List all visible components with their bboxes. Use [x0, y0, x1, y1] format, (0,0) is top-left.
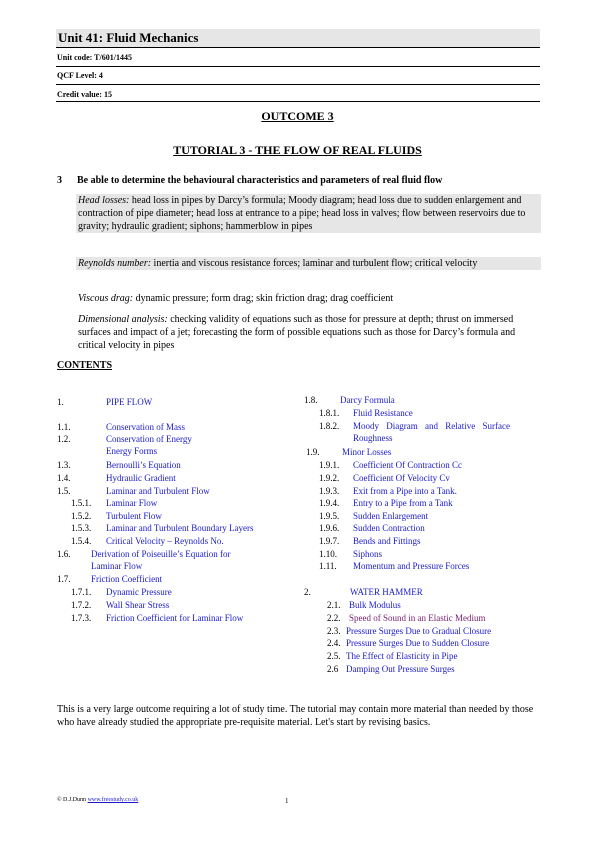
toc-number: 1.9.3.: [319, 486, 340, 496]
toc-label: Hydraulic Gradient: [106, 473, 176, 483]
toc-label: The Effect of Elasticity in Pipe: [346, 651, 458, 661]
toc-number: 2.: [304, 587, 311, 597]
toc-label: Fluid Resistance: [353, 408, 413, 418]
footer-copyright: [57, 797, 138, 803]
toc-label: Sudden Enlargement: [353, 511, 429, 521]
toc-label: Friction Coefficient: [91, 574, 163, 584]
toc-number: 1.9.7.: [319, 536, 340, 546]
toc-label: Wall Shear Stress: [106, 600, 170, 610]
topic-text: checking validity of equations such as those for pressure at depth; thrust on immersed surfaces and impact of a jet; forecasting the form of possible equations such as those for Darcy’s formula and critical velocity in pipes: [78, 314, 516, 351]
toc-number: 1.1.: [57, 422, 71, 432]
topic-text: dynamic pressure; form drag; skin friction drag; drag coefficient: [133, 293, 394, 304]
topic-label: Dimensional analysis:: [78, 314, 168, 325]
toc-number: 1.2.: [57, 434, 71, 444]
intro-paragraph: This is a very large outcome requiring a lot of study time. The tutorial may contain more material than needed by those who have already studied the appropriate pre-requisite material. Let's start by revising basics.: [57, 704, 534, 728]
section-heading: Be able to determine the behavioural characteristics and parameters of real fluid flow: [77, 175, 443, 186]
header-rule: [56, 101, 540, 102]
toc-label: Critical Velocity – Reynolds No.: [106, 536, 224, 546]
topic-label: Reynolds number:: [78, 258, 152, 269]
toc-label: Roughness: [353, 433, 393, 443]
toc-number: 2.4.: [327, 638, 341, 648]
toc-number: 1.5.: [57, 486, 71, 496]
toc-label: Laminar Flow: [106, 498, 158, 508]
toc-label: Pressure Surges Due to Sudden Closure: [346, 638, 490, 648]
toc-label: Derivation of Poiseuille’s Equation for: [91, 549, 231, 559]
toc-label: Exit from a Pipe into a Tank.: [353, 486, 457, 496]
toc-number: 1.8.: [304, 395, 318, 405]
toc-number: 1.9.4.: [319, 498, 340, 508]
toc-number: 1.9.6.: [319, 523, 340, 533]
toc-label: Damping Out Pressure Surges: [346, 664, 455, 674]
topic-label: Head losses:: [78, 195, 130, 206]
toc-label: Siphons: [353, 549, 383, 559]
toc-label: Speed of Sound in an Elastic Medium: [349, 613, 486, 623]
unit-code: Unit code: T/601/1445: [57, 53, 132, 62]
copyright-text: © D.J.Dunn: [57, 797, 88, 803]
topic-dimensional-analysis: [78, 313, 538, 352]
toc-label: Laminar and Turbulent Flow: [106, 486, 210, 496]
toc-label: Coefficient Of Velocity Cv: [353, 473, 450, 483]
toc-number: 2.3.: [327, 626, 341, 636]
header-rule: [56, 84, 540, 85]
toc-label: PIPE FLOW: [106, 397, 153, 407]
toc-number: 1.8.2.: [319, 421, 340, 431]
topic-head-losses: [76, 194, 541, 233]
toc-number: 1.5.2.: [71, 511, 92, 521]
toc-number: 1.5.3.: [71, 523, 92, 533]
toc-number: 1.7.1.: [71, 587, 92, 597]
page-number: 1: [285, 797, 289, 805]
section-number: 3: [57, 175, 62, 186]
toc-number: 1.7.2.: [71, 600, 92, 610]
toc-number: 1.7.3.: [71, 613, 92, 623]
topic-label: Viscous drag:: [78, 293, 134, 304]
qcf-level: QCF Level: 4: [57, 71, 103, 80]
toc-number: 2.2.: [327, 613, 341, 623]
toc-number: 2.1.: [327, 600, 341, 610]
toc-label: Moody Diagram and Relative Surface: [353, 421, 510, 431]
toc-label: Bernoulli’s Equation: [106, 460, 181, 470]
toc-label: Pressure Surges Due to Gradual Closure: [346, 626, 492, 636]
toc-number: 1.10.: [319, 549, 337, 559]
tutorial-heading: TUTORIAL 3 - THE FLOW OF REAL FLUIDS: [173, 143, 422, 157]
toc-number: 1.7.: [57, 574, 71, 584]
unit-title: Unit 41: Fluid Mechanics: [56, 29, 540, 47]
toc-label: Laminar and Turbulent Boundary Layers: [106, 523, 254, 533]
toc-number: 1.3.: [57, 460, 71, 470]
credit-value: Credit value: 15: [57, 90, 112, 99]
toc-label: Minor Losses: [342, 447, 392, 457]
toc-label: Darcy Formula: [340, 395, 395, 405]
footer-link[interactable]: www.freestudy.co.uk: [87, 797, 139, 803]
toc-label: Sudden Contraction: [353, 523, 425, 533]
toc-number: 1.11.: [319, 561, 337, 571]
topic-viscous-drag: [78, 292, 538, 305]
toc-number: 1.5.4.: [71, 536, 92, 546]
toc-number: 1.: [57, 397, 64, 407]
topic-text: head loss in pipes by Darcy’s formula; Moody diagram; head loss due to sudden enlargement and contraction of pipe diameter; head loss at entrance to a pipe; head loss in valves; flow between reservoirs due to gravity; hydraulic gradient; siphons; hammerblow in pipes: [78, 195, 526, 232]
outcome-heading: OUTCOME 3: [261, 109, 334, 123]
toc-number: 1.9.1.: [319, 460, 340, 470]
toc-label: Entry to a Pipe from a Tank: [353, 498, 453, 508]
toc-number: 1.6.: [57, 549, 71, 559]
toc-label: Bends and Fittings: [353, 536, 421, 546]
toc-label: Energy Forms: [106, 446, 158, 456]
toc-number: 1.4.: [57, 473, 71, 483]
toc-label: Dynamic Pressure: [106, 587, 172, 597]
topic-text: inertia and viscous resistance forces; laminar and turbulent flow; critical velocity: [151, 258, 478, 269]
toc-label: Turbulent Flow: [106, 511, 162, 521]
toc-label: Laminar Flow: [91, 561, 143, 571]
toc-label: Momentum and Pressure Forces: [353, 561, 470, 571]
toc-number: 1.9.: [306, 447, 320, 457]
toc-number: 1.5.1.: [71, 498, 92, 508]
toc-number: 1.8.1.: [319, 408, 340, 418]
toc-label: Coefficient Of Contraction Cc: [353, 460, 463, 470]
toc-number: 2.6: [327, 664, 339, 674]
toc-label: WATER HAMMER: [350, 587, 423, 597]
toc-number: 2.5.: [327, 651, 341, 661]
contents-heading: CONTENTS: [57, 360, 113, 371]
topic-reynolds-number: [76, 257, 541, 270]
toc-label: Conservation of Mass: [106, 422, 185, 432]
header-rule: [56, 47, 540, 48]
toc-label: Bulk Modulus: [349, 600, 401, 610]
toc-number: 1.9.2.: [319, 473, 340, 483]
toc-label: Conservation of Energy: [106, 434, 192, 444]
toc-number: 1.9.5.: [319, 511, 340, 521]
header-rule: [56, 66, 540, 67]
toc-label: Friction Coefficient for Laminar Flow: [106, 613, 244, 623]
